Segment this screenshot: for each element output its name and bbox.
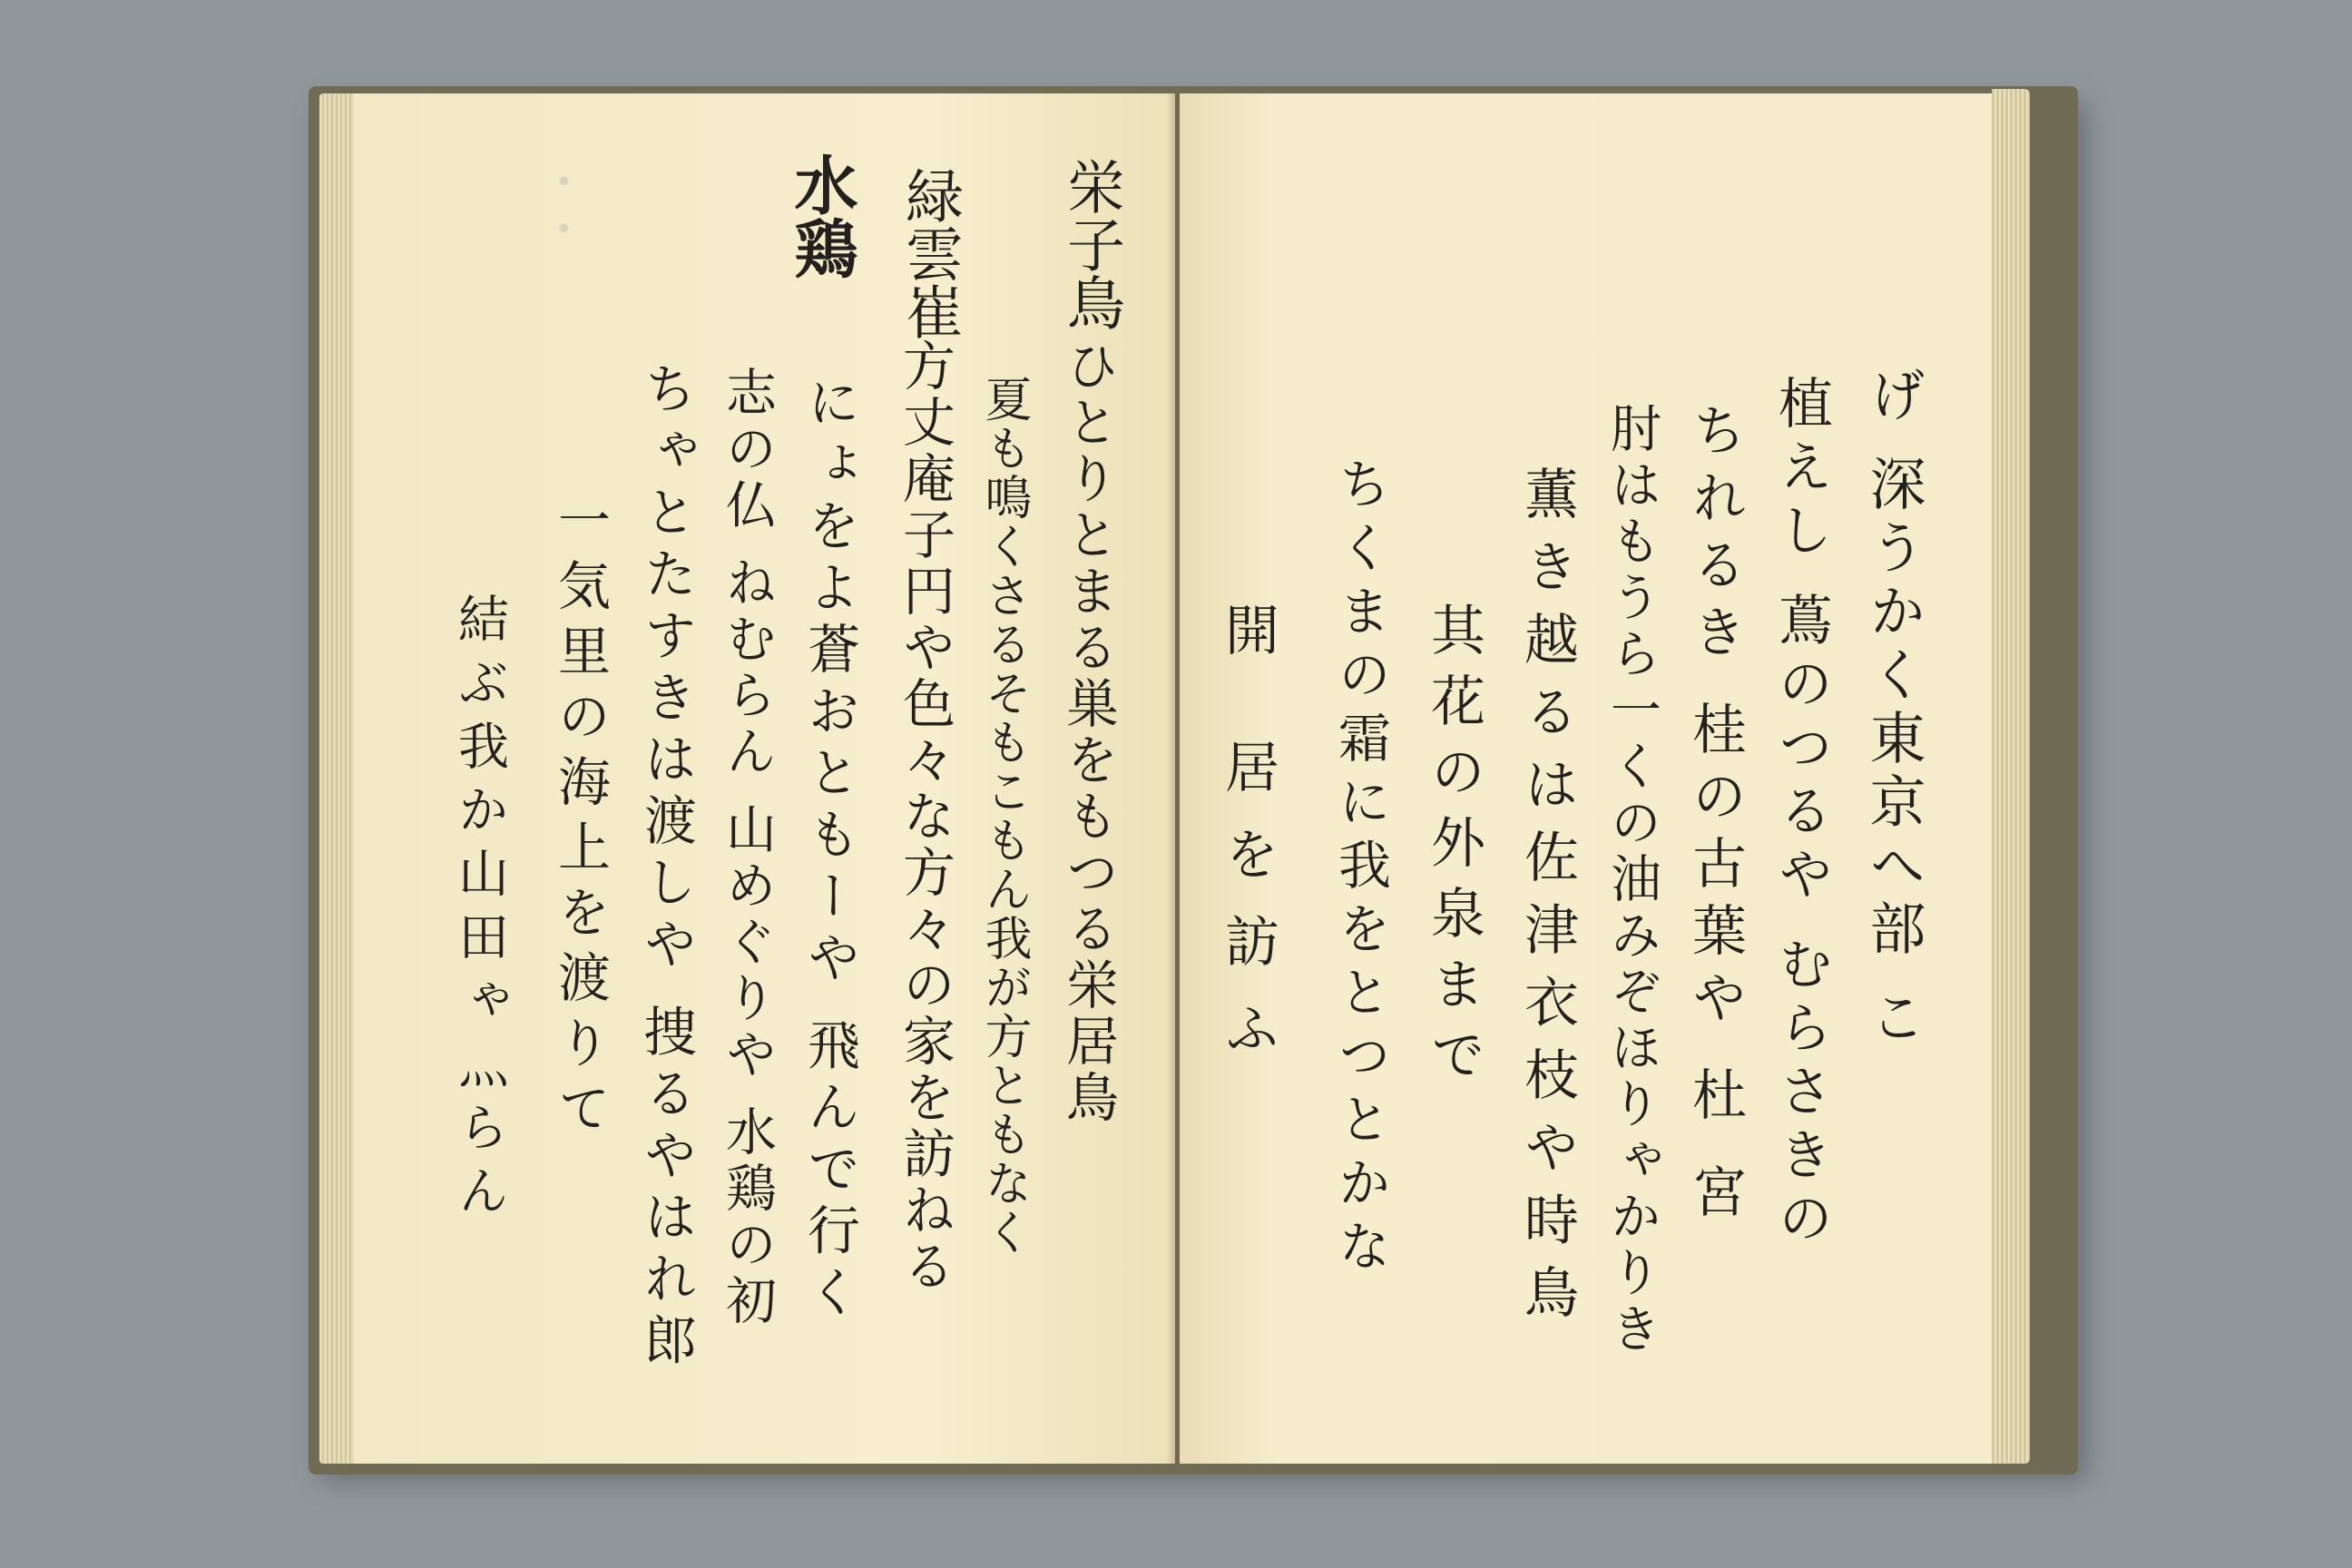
text-column: 開 居を訪ふ [1216, 602, 1279, 1088]
text-column: にょをよ蒼おともーや 飛んで行く [799, 375, 860, 1327]
text-column: ちれるき 桂の古葉や 杜 宮 [1683, 402, 1747, 1231]
right-page [1180, 93, 1992, 1464]
text-column: 水鶏 [784, 152, 859, 279]
text-column: げ 深うかく東京へ部 こ [1860, 366, 1926, 1052]
text-column: 方丈庵子円や色々な方々の家を訪ねる [894, 338, 956, 1295]
text-column: ひとりとまる巣をもつる栄居鳥 [1057, 338, 1119, 1126]
text-column: 夏も鳴くさるそもこもん我が方ともなく [976, 375, 1031, 1257]
show-through-mark: ・・ [532, 157, 586, 251]
right-page-edges [1992, 89, 2030, 1464]
text-column: ちゃとたすきは渡しや 捜るやはれ郎 [635, 361, 697, 1375]
text-column: 一気里の海上を渡りて [549, 493, 611, 1146]
text-column: 薫き越るは佐津衣枝や時鳥 [1515, 466, 1579, 1337]
text-column: 志の仏 ねむらん 山めぐりや 水鶏の初 [718, 366, 777, 1331]
left-page [354, 93, 1175, 1464]
text-column: 其花の外泉まで [1422, 602, 1485, 1097]
text-column: 緑雲崔 [896, 166, 963, 340]
text-column: 栄子鳥 [1057, 157, 1124, 331]
left-page-edges [319, 93, 356, 1464]
text-column: 肘はもうら一くの油みぞほりゃかりき [1602, 402, 1661, 1358]
text-column: ちくまの霜に我をとつとかな [1329, 456, 1391, 1282]
text-column: 植えし 蔦のつるや むらさきの [1769, 375, 1833, 1254]
text-column: 結ぶ我か山田ゃ灬らん [450, 593, 509, 1228]
